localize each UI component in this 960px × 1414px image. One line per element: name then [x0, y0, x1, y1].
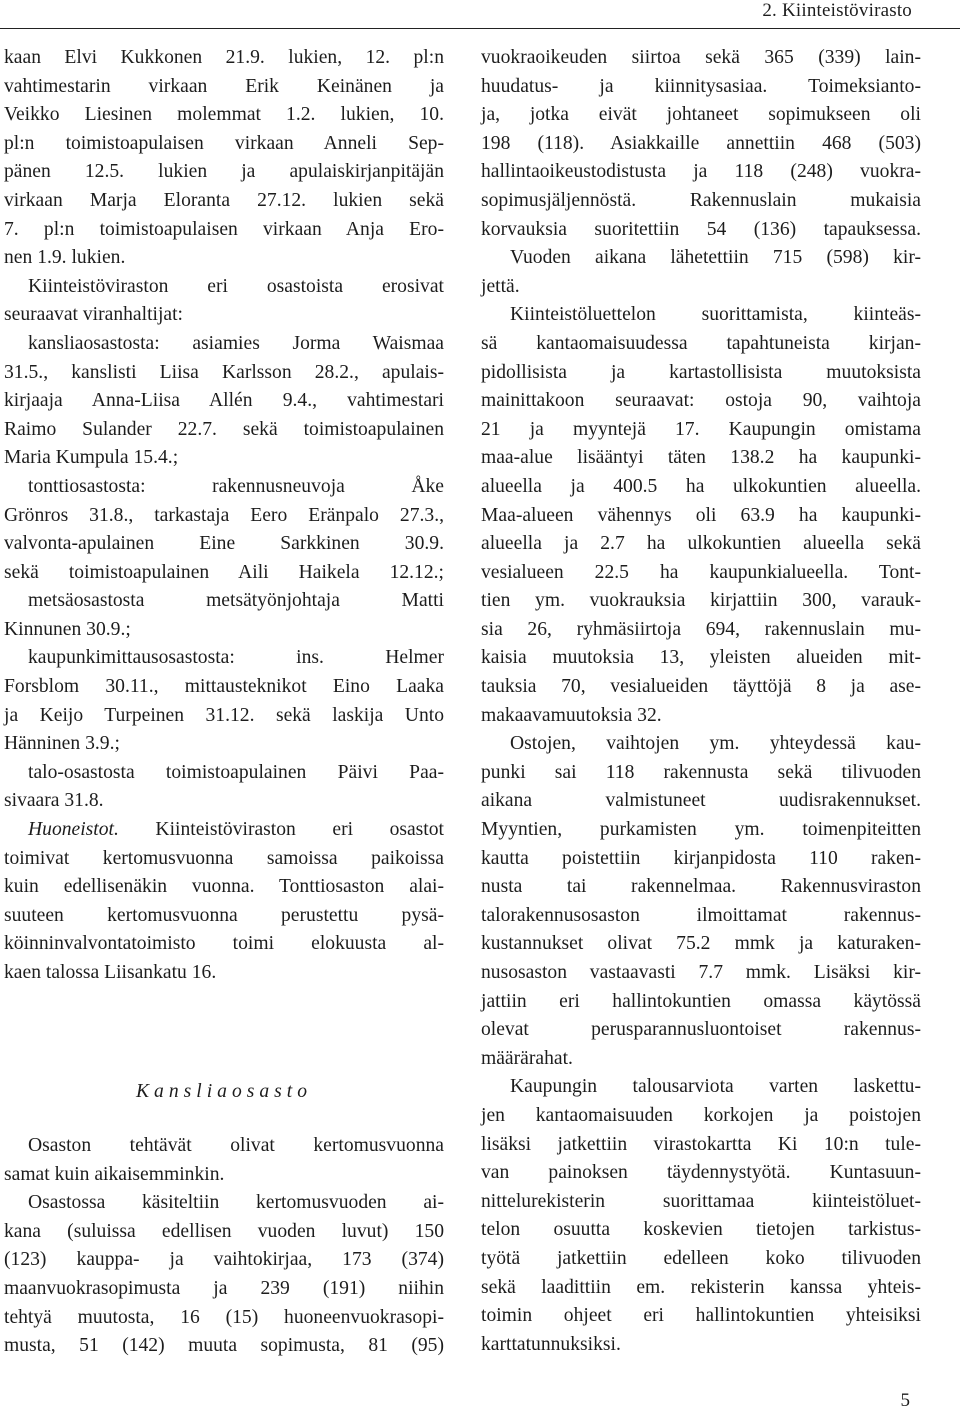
text-line: alueella ja 2.7 ha ulkokuntien alueella sekä	[481, 533, 921, 555]
text-line: kaan Elvi Kukkonen 21.9. lukien, 12. pl:n	[4, 47, 444, 68]
text-line: virkaan Marja Eloranta 27.12. lukien sekä	[4, 189, 444, 211]
text-line: punki sai 118 rakennusta sekä tilivuoden	[481, 761, 921, 783]
text-line: sivaara 31.8.	[4, 790, 104, 812]
text-line: tauksia 70, vesialueiden täyttöjä 8 ja ase-	[481, 676, 921, 698]
header-rule	[0, 28, 960, 29]
text-line: nusosaston vastaavasti 7.7 mmk. Lisäksi kir-	[481, 962, 921, 983]
text-line: ja Keijo Turpeinen 31.12. sekä laskija Unto	[4, 704, 444, 726]
text-line: Osastossa käsiteltiin kertomusvuoden ai-	[28, 1192, 444, 1214]
text-line: hallintaoikeustodistusta ja 118 (248) vuokra-	[481, 161, 921, 183]
text-line: kaen talossa Liisankatu 16.	[4, 962, 217, 983]
text-line: huudatus- ja kiinnitysasiaa. Toimeksianto-	[481, 75, 921, 97]
running-header: 2. Kiinteistövirasto	[762, 0, 912, 21]
text-line: Hänninen 3.9.;	[4, 733, 120, 755]
text-line: Vuoden aikana lähetettiin 715 (598) kir-	[510, 247, 921, 269]
text-line: seuraavat viranhaltijat:	[4, 304, 183, 326]
premises-heading: Huoneistot.	[28, 819, 119, 841]
text-line: talorakennusosaston ilmoittamat rakennus-	[481, 904, 921, 926]
text-line: vuokraoikeuden siirtoa sekä 365 (339) lain-	[481, 47, 921, 68]
text-line: Forsblom 30.11., mittausteknikot Eino Laaka	[4, 676, 444, 698]
text-line: Veikko Liesinen molemmat 1.2. lukien, 10.	[4, 104, 444, 126]
text-line: kautta poistettiin kirjanpidosta 110 raken-	[481, 847, 921, 869]
text-line: vahtimestarin virkaan Erik Keinänen ja	[4, 75, 444, 97]
text-line: 21 ja myyntejä 17. Kaupungin omistama	[481, 418, 921, 440]
text-line: Myyntien, purkamisten ym. toimenpiteitten	[481, 819, 921, 841]
text-line: 198 (118). Asiakkaille annettiin 468 (503)	[481, 132, 921, 154]
text-line: kuin edellisenäkin vuonna. Tonttiosaston alai-	[4, 876, 444, 898]
premises-paragraph-first-line	[4, 816, 444, 845]
text-line: kansliaosastosta: asiamies Jorma Waismaa	[28, 332, 444, 354]
text-line: makaavamuutoksia 32.	[481, 704, 662, 726]
left-column	[4, 44, 444, 1357]
text-line: maa-alue lisääntyi täten 138.2 ha kaupunki-	[481, 447, 921, 469]
text-line: olevat perusparannusluontoiset rakennus-	[481, 1019, 921, 1041]
text-line: kana (suluissa edellisen vuoden luvut) 150	[4, 1220, 444, 1242]
text-line: jen kantaomaisuuden korkojen ja poistojen	[481, 1104, 921, 1126]
text-line: ja, jotka eivät johtaneet sopimukseen oli	[481, 104, 921, 126]
text-line: valvonta-apulainen Eine Sarkkinen 30.9.	[4, 533, 444, 555]
text-line: samat kuin aikaisemminkin.	[4, 1163, 225, 1185]
text-line: alueella ja 400.5 ha ulkokuntien alueella.	[481, 475, 921, 497]
text-line: pänen 12.5. lukien ja apulaiskirjanpitäjän	[4, 161, 444, 183]
text-line: suuteen kertomusvuonna perustettu pysä-	[4, 904, 444, 926]
text-line: van painoksen täydennystyötä. Kuntasuun-	[481, 1162, 921, 1184]
text-line: nittelurekisterin suorittamaa kiinteistöluet-	[481, 1190, 921, 1212]
text-line: Maa-alueen vähennys oli 63.9 ha kaupunki-	[481, 504, 921, 526]
text-line: toimin ohjeet eri hallintokuntien yhteisiksi	[481, 1305, 921, 1327]
text-line: Raimo Sulander 22.7. sekä toimistoapulainen	[4, 418, 444, 440]
text-line: 7. pl:n toimistoapulaisen virkaan Anja Ero-	[4, 218, 444, 240]
text-line: työtä jatkettiin edelleen koko tilivuoden	[481, 1247, 921, 1269]
text-line: metsäosastosta metsätyönjohtaja Matti	[28, 590, 444, 612]
text-line: nusta tai rakennelmaa. Rakennusviraston	[481, 876, 921, 898]
text-line: kaisia muutoksia 13, yleisten alueiden mit-	[481, 647, 921, 669]
text-line: telon osuutta koskevien tietojen tarkistus-	[481, 1219, 921, 1241]
text-line: pidollisista ja kartastollisista muutoksista	[481, 361, 921, 383]
text-line: Kinnunen 30.9.;	[4, 618, 131, 640]
text-line: sekä toimistoapulainen Aili Haikela 12.12.;	[4, 561, 444, 583]
text-line: pl:n toimistoapulaisen virkaan Anneli Sep-	[4, 132, 444, 154]
text-line: sopimusjäljennöstä. Rakennuslain mukaisia	[481, 189, 921, 211]
text-line: kustannukset olivat 75.2 mmk ja katuraken-	[481, 933, 921, 955]
text-line: sia 26, ryhmäsiirtoja 694, rakennuslain mu-	[481, 618, 921, 640]
text-line: maanvuokrasopimusta ja 239 (191) niihin	[4, 1277, 444, 1299]
text-line: määrärahat.	[481, 1047, 573, 1069]
text-run: Kiinteistöviraston eri osastot	[118, 819, 444, 841]
text-line: köinninvalvontatoimisto toimi elokuusta al-	[4, 933, 444, 955]
text-line: vesialueen 22.5 ha kaupunkialueella. Tont-	[481, 561, 921, 583]
text-line: musta, 51 (142) muuta sopimusta, 81 (95)	[4, 1335, 444, 1357]
text-line: talo-osastosta toimistoapulainen Päivi Paa-	[28, 761, 444, 783]
text-line: Kiinteistöviraston eri osastoista erosivat	[28, 275, 444, 297]
text-line: Kaupungin talousarviota varten laskettu-	[510, 1076, 921, 1098]
text-line: lisäksi jatkettiin virastokartta Ki 10:n tule-	[481, 1133, 921, 1155]
text-line: aikana valmistuneet uudisrakennukset.	[481, 790, 921, 812]
text-line: toimivat kertomusvuonna samoissa paikoissa	[4, 847, 444, 869]
right-column	[481, 44, 921, 1359]
text-line: 31.5., kanslisti Liisa Karlsson 28.2., apulais-	[4, 361, 444, 383]
text-line: mainittakoon seuraavat: ostoja 90, vaihtoja	[481, 390, 921, 412]
text-line: korvauksia suoritettiin 54 (136) tapauksessa.	[481, 218, 921, 240]
page-number: 5	[900, 1390, 910, 1411]
text-line: sä kantaomaisuudessa tapahtuneista kirjan-	[481, 332, 921, 354]
text-line: (123) kauppa- ja vaihtokirjaa, 173 (374)	[4, 1249, 444, 1271]
section-body	[4, 1132, 444, 1361]
text-line: nen 1.9. lukien.	[4, 247, 126, 269]
text-line: tehtyä muutosta, 16 (15) huoneenvuokrasopi-	[4, 1306, 444, 1328]
text-line: tonttiosastosta: rakennusneuvoja Åke	[28, 475, 444, 497]
text-line: Ostojen, vaihtojen ym. yhteydessä kau-	[510, 733, 921, 755]
text-line: Kiinteistöluettelon suorittamista, kiinteäs-	[510, 304, 921, 326]
text-line: karttatunnuksiksi.	[481, 1333, 621, 1355]
text-line: sekä laadittiin em. rekisterin kanssa yhteis-	[481, 1276, 921, 1298]
text-line: Grönros 31.8., tarkastaja Eero Eränpalo 27.3.,	[4, 504, 444, 526]
text-line: Maria Kumpula 15.4.;	[4, 447, 179, 469]
text-line: kaupunkimittausosastosta: ins. Helmer	[28, 647, 444, 669]
text-line: jattiin eri hallintokuntien omassa käytössä	[481, 990, 921, 1012]
text-line: Osaston tehtävät olivat kertomusvuonna	[28, 1135, 444, 1156]
section-heading: Kansliaosasto	[135, 1081, 313, 1102]
text-line: kirjaaja Anna-Liisa Allén 9.4., vahtimestari	[4, 390, 444, 412]
text-line: tien ym. vuokrauksia kirjattiin 300, varauk-	[481, 590, 921, 612]
text-line: jettä.	[481, 275, 520, 297]
